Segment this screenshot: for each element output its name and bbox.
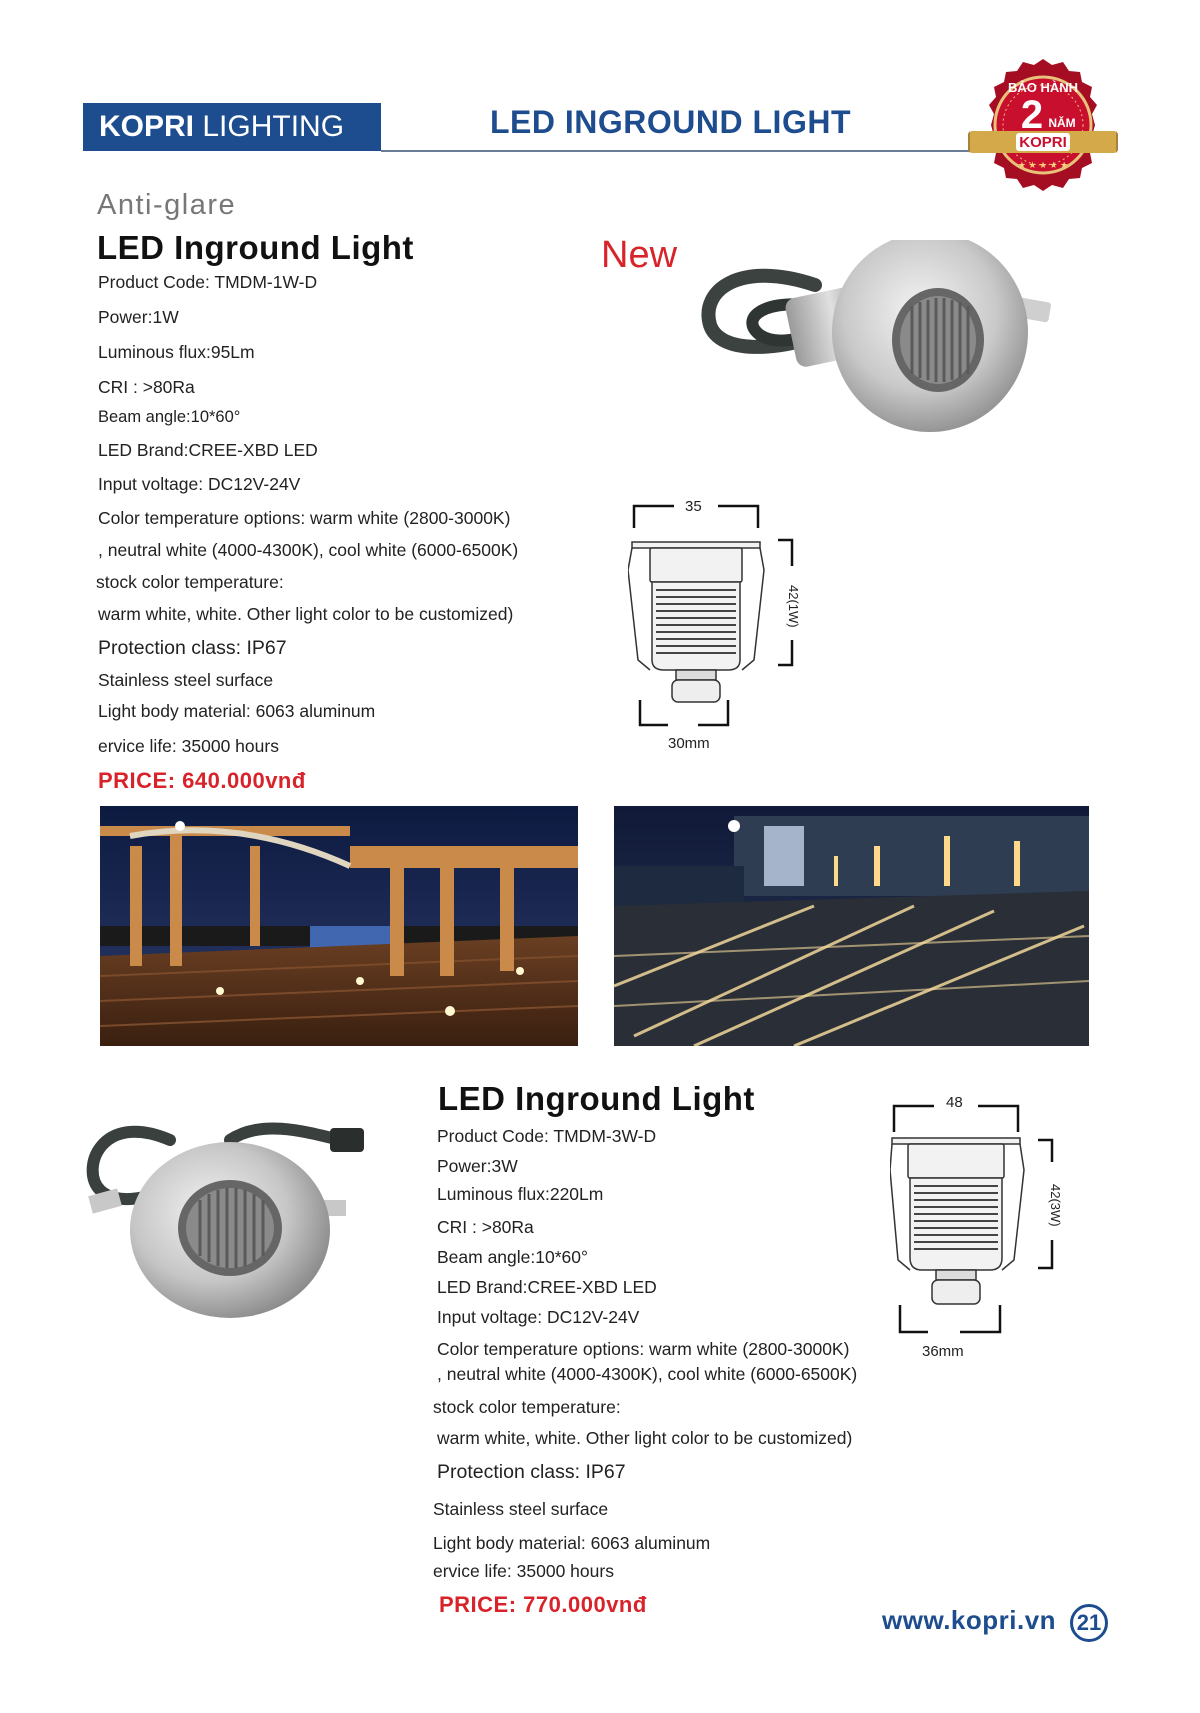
product1-spec-code: Product Code: TMDM-1W-D	[98, 272, 318, 292]
product1-spec-ip: Protection class: IP67	[98, 637, 287, 659]
product1-spec-stock: stock color temperature:	[96, 572, 284, 592]
brand-logo-box	[83, 103, 381, 151]
new-badge: New	[601, 234, 678, 276]
product2-dim-top: 48	[946, 1094, 963, 1111]
product1-spec-stock-detail: warm white, white. Other light color to be customized)	[98, 604, 514, 624]
product2-dim-bottom: 36mm	[922, 1343, 964, 1360]
product1-spec-led: LED Brand:CREE-XBD LED	[98, 440, 318, 460]
product1-spec-cri: CRI : >80Ra	[98, 377, 195, 397]
product2-spec-voltage: Input voltage: DC12V-24V	[437, 1307, 640, 1327]
website-link[interactable]: www.kopri.vn	[882, 1605, 1057, 1635]
product1-subtitle: Anti-glare	[97, 189, 237, 221]
product2-title: LED Inground Light	[438, 1080, 755, 1117]
page-title: LED INGROUND LIGHT	[490, 104, 851, 140]
product1-spec-beam: Beam angle:10*60°	[98, 408, 241, 426]
product2-spec-led: LED Brand:CREE-XBD LED	[437, 1277, 657, 1297]
seal-stars-icon: ★ ★ ★ ★ ★	[1017, 160, 1069, 170]
product2-price: PRICE: 770.000vnđ	[439, 1592, 647, 1617]
product1-spec-color2: , neutral white (4000-4300K), cool white (6000-6500K)	[98, 540, 519, 560]
seal-text-year: NĂM	[1048, 116, 1076, 130]
product2-dimension-drawing	[890, 1100, 1060, 1340]
product1-spec-power: Power:1W	[98, 307, 179, 327]
product2-spec-material: Light body material: 6063 aluminum	[433, 1533, 711, 1553]
product2-image	[80, 1110, 370, 1320]
product2-spec-power: Power:3W	[437, 1156, 518, 1176]
product1-spec-material: Light body material: 6063 aluminum	[98, 701, 376, 721]
seal-text-top: BẢO HÀNH	[1007, 80, 1079, 95]
warranty-seal-icon	[968, 55, 1118, 195]
product1-dim-side: 42(1W)	[786, 585, 801, 628]
product1-dim-bottom: 30mm	[668, 735, 710, 752]
application-photo-plaza	[614, 806, 1089, 1046]
brand-name-bold: KOPRI	[99, 110, 195, 143]
seal-number: 2	[1020, 93, 1044, 137]
product1-price: PRICE: 640.000vnđ	[98, 768, 306, 793]
page-number: 21	[1070, 1604, 1108, 1642]
product1-spec-color1: Color temperature options: warm white (2800-3000K)	[98, 508, 511, 528]
product2-spec-stock-detail: warm white, white. Other light color to be customized)	[437, 1428, 853, 1448]
product2-spec-beam: Beam angle:10*60°	[437, 1247, 588, 1267]
product1-spec-voltage: Input voltage: DC12V-24V	[98, 474, 301, 494]
product1-title: LED Inground Light	[97, 229, 414, 266]
product1-dim-top: 35	[685, 498, 702, 515]
product2-spec-surface: Stainless steel surface	[433, 1499, 609, 1519]
product2-spec-code: Product Code: TMDM-3W-D	[437, 1126, 657, 1146]
product1-dimension-drawing	[628, 500, 798, 730]
product2-spec-flux: Luminous flux:220Lm	[437, 1184, 604, 1204]
header-divider	[381, 150, 1021, 152]
application-photo-deck	[100, 806, 578, 1046]
product2-spec-cri: CRI : >80Ra	[437, 1217, 534, 1237]
product2-dim-side: 42(3W)	[1048, 1184, 1063, 1227]
seal-brand: KOPRI	[1019, 134, 1067, 151]
product1-spec-flux: Luminous flux:95Lm	[98, 342, 255, 362]
product1-image	[700, 240, 1060, 445]
product2-spec-ip: Protection class: IP67	[437, 1461, 626, 1483]
product2-spec-stock: stock color temperature:	[433, 1397, 621, 1417]
brand-name-light: LIGHTING	[194, 110, 345, 143]
product2-spec-life: ervice life: 35000 hours	[433, 1561, 614, 1581]
product1-spec-surface: Stainless steel surface	[98, 670, 274, 690]
product2-spec-color2: , neutral white (4000-4300K), cool white (6000-6500K)	[437, 1364, 858, 1384]
product2-spec-color1: Color temperature options: warm white (2800-3000K)	[437, 1339, 850, 1359]
product1-spec-life: ervice life: 35000 hours	[98, 736, 279, 756]
